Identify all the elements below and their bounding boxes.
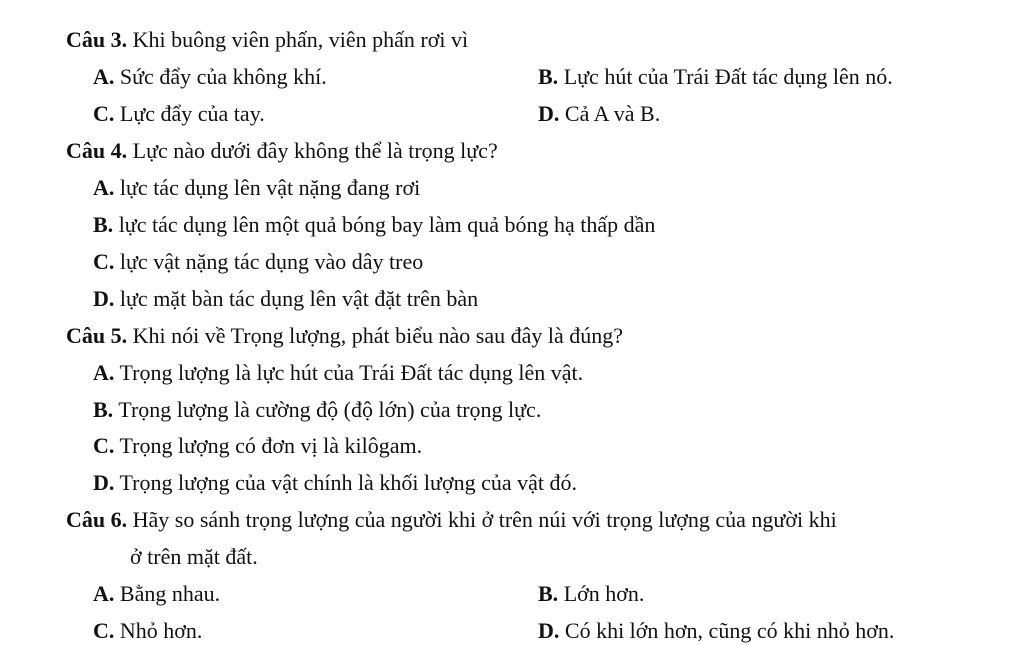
question-3-option-c	[93, 101, 265, 127]
question-text: Hãy so sánh trọng lượng của người khi ở trên núi với trọng lượng của người khi	[132, 507, 837, 532]
option-text: Cả A và B.	[564, 101, 661, 126]
option-text: Lực hút của Trái Đất tác dụng lên nó.	[563, 64, 893, 89]
option-text: Có khi lớn hơn, cũng có khi nhỏ hơn.	[564, 618, 895, 643]
option-text: lực mặt bàn tác dụng lên vật đặt trên bàn	[119, 286, 479, 311]
option-text: Sức đẩy của không khí.	[119, 64, 327, 89]
question-3-option-a	[93, 64, 327, 90]
option-letter: B.	[93, 397, 114, 422]
option-letter: C.	[93, 433, 115, 458]
option-text: Trọng lượng là cường độ (độ lớn) của trọng lực.	[118, 397, 542, 422]
option-letter: C.	[93, 101, 115, 126]
question-6-option-c	[93, 618, 202, 644]
question-3-option-b	[538, 64, 893, 90]
question-5-option-a	[93, 360, 583, 386]
question-5-option-c	[93, 433, 422, 459]
option-letter: B.	[538, 64, 559, 89]
option-text: Lực đẩy của tay.	[119, 101, 265, 126]
question-label: Câu 4.	[66, 138, 128, 163]
option-letter: D.	[93, 286, 115, 311]
option-letter: D.	[93, 470, 115, 495]
question-text: Khi nói về Trọng lượng, phát biểu nào sau đây là đúng?	[132, 323, 624, 348]
option-letter: A.	[93, 64, 115, 89]
question-5-stem	[66, 323, 623, 349]
option-letter: B.	[538, 581, 559, 606]
question-text-continuation: ở trên mặt đất.	[130, 544, 258, 569]
question-5-option-b	[93, 397, 541, 423]
option-text: lực tác dụng lên một quả bóng bay làm quả bóng hạ thấp dần	[118, 212, 656, 237]
question-label: Câu 3.	[66, 27, 128, 52]
question-4-option-c	[93, 249, 423, 275]
option-letter: A.	[93, 581, 115, 606]
option-text: lực tác dụng lên vật nặng đang rơi	[119, 175, 421, 200]
question-4-stem	[66, 138, 498, 164]
option-text: Bằng nhau.	[119, 581, 221, 606]
option-text: Trọng lượng có đơn vị là kilôgam.	[119, 433, 423, 458]
option-letter: A.	[93, 175, 115, 200]
question-4-option-a	[93, 175, 420, 201]
question-label: Câu 6.	[66, 507, 128, 532]
question-3-stem	[66, 27, 468, 53]
question-text: Khi buông viên phấn, viên phấn rơi vì	[132, 27, 469, 52]
question-6-stem	[66, 507, 837, 533]
option-letter: C.	[93, 249, 115, 274]
question-text: Lực nào dưới đây không thể là trọng lực?	[132, 138, 498, 163]
option-text: Trọng lượng của vật chính là khối lượng của vật đó.	[119, 470, 578, 495]
question-6-option-b	[538, 581, 644, 607]
option-text: Lớn hơn.	[563, 581, 645, 606]
question-6-option-d	[538, 618, 894, 644]
question-5-option-d	[93, 470, 577, 496]
option-text: Trọng lượng là lực hút của Trái Đất tác dụng lên vật.	[119, 360, 584, 385]
question-3-option-d	[538, 101, 660, 127]
option-letter: D.	[538, 618, 560, 643]
question-6-stem-continuation	[130, 544, 258, 570]
question-label: Câu 5.	[66, 323, 128, 348]
option-letter: B.	[93, 212, 114, 237]
option-letter: C.	[93, 618, 115, 643]
option-text: Nhỏ hơn.	[119, 618, 203, 643]
option-letter: D.	[538, 101, 560, 126]
question-4-option-d	[93, 286, 478, 312]
question-4-option-b	[93, 212, 655, 238]
question-6-option-a	[93, 581, 220, 607]
option-text: lực vật nặng tác dụng vào dây treo	[119, 249, 424, 274]
option-letter: A.	[93, 360, 115, 385]
